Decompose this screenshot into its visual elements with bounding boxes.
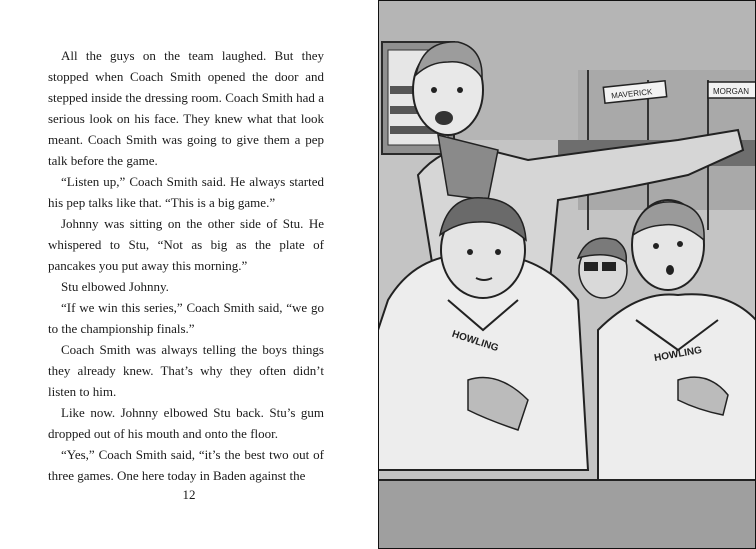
paragraph: Coach Smith was always telling the boys things they already knew. That’s why they often didn’t listen to him. <box>48 342 324 399</box>
paragraph: “Listen up,” Coach Smith said. He always started his pep talks like that. “This is a big game.” <box>48 174 324 210</box>
jersey-text: HOWLING <box>450 328 500 355</box>
background-kid <box>578 238 627 298</box>
paragraph: “If we win this series,” Coach Smith said, “we go to the championship finals.” <box>48 300 324 336</box>
locker-tag-text: MAVERICK <box>610 87 653 101</box>
paragraph: All the guys on the team laughed. But they stopped when Coach Smith opened the door and stepped inside the dressing room. Coach Smith had a serious look on his face. They knew what that look meant. Coach Smith was going to give them a pep talk before the game. <box>48 48 324 168</box>
locker-tag-text: MORGAN <box>713 87 749 96</box>
illustration <box>378 0 756 549</box>
paragraph: Stu elbowed Johnny. <box>61 279 169 294</box>
page-number: 12 <box>182 487 196 502</box>
paragraph: Like now. Johnny elbowed Stu back. Stu’s gum dropped out of his mouth and onto the floor. <box>48 405 324 441</box>
paragraph: “Yes,” Coach Smith said, “it’s the best two out of three games. One here today in Baden against the <box>48 447 324 483</box>
story-text <box>48 45 324 486</box>
jersey-text: HOWLING <box>653 344 703 365</box>
locker-tag <box>708 82 756 98</box>
paragraph: Johnny was sitting on the other side of Stu. He whispered to Stu, “Not as big as the plate of pancakes you put away this morning.” <box>48 216 324 273</box>
